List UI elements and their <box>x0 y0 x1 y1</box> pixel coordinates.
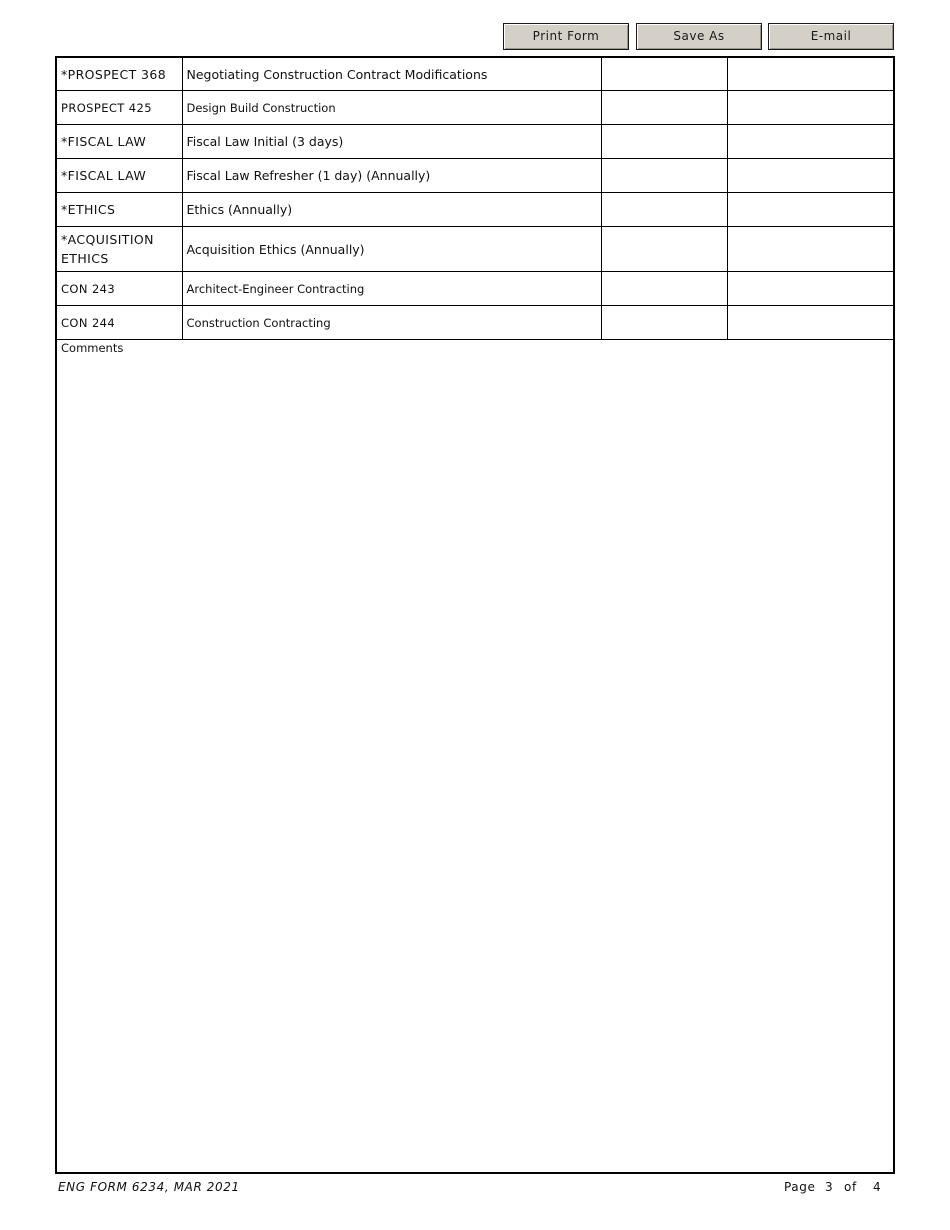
certificate-field[interactable] <box>727 272 893 306</box>
table-row <box>57 306 893 340</box>
table-row <box>57 91 893 125</box>
comments-input[interactable] <box>57 340 893 1172</box>
certificate-field[interactable] <box>727 91 893 125</box>
course-code: PROSPECT 425 <box>57 91 182 125</box>
course-code: CON 243 <box>57 272 182 306</box>
certificate-field[interactable] <box>727 125 893 159</box>
print-form-button[interactable]: Print Form <box>503 23 629 50</box>
course-code-line-2: ETHICS <box>61 251 109 266</box>
certificate-field[interactable] <box>727 58 893 91</box>
table-row <box>57 227 893 272</box>
course-code <box>57 227 182 272</box>
course-title: Ethics (Annually) <box>182 193 601 227</box>
email-button[interactable]: E-mail <box>768 23 894 50</box>
completion-date-field[interactable] <box>601 193 727 227</box>
course-title: Acquisition Ethics (Annually) <box>182 227 601 272</box>
comments-label: Comments <box>61 341 124 355</box>
completion-date-field[interactable] <box>601 125 727 159</box>
table-row <box>57 193 893 227</box>
course-code: *FISCAL LAW <box>57 159 182 193</box>
completion-date-field[interactable] <box>601 272 727 306</box>
form-identifier: ENG FORM 6234, MAR 2021 <box>58 1180 240 1194</box>
course-code: *ETHICS <box>57 193 182 227</box>
completion-date-field[interactable] <box>601 306 727 340</box>
course-title: Architect-Engineer Contracting <box>182 272 601 306</box>
table-row <box>57 125 893 159</box>
completion-date-field[interactable] <box>601 58 727 91</box>
course-code: *FISCAL LAW <box>57 125 182 159</box>
course-title: Negotiating Construction Contract Modifications <box>182 58 601 91</box>
table-row <box>57 272 893 306</box>
page-of-label: of <box>844 1180 857 1194</box>
certificate-field[interactable] <box>727 193 893 227</box>
completion-date-field[interactable] <box>601 91 727 125</box>
certificate-field[interactable] <box>727 306 893 340</box>
page-total: 4 <box>873 1180 882 1194</box>
page-current: 3 <box>825 1180 834 1194</box>
completion-date-field[interactable] <box>601 159 727 193</box>
course-code: *PROSPECT 368 <box>57 58 182 91</box>
course-title: Fiscal Law Initial (3 days) <box>182 125 601 159</box>
table-row <box>57 159 893 193</box>
certificate-field[interactable] <box>727 227 893 272</box>
course-table <box>57 58 893 340</box>
form-frame <box>55 56 895 1174</box>
table-row <box>57 58 893 91</box>
course-title: Construction Contracting <box>182 306 601 340</box>
course-title: Design Build Construction <box>182 91 601 125</box>
completion-date-field[interactable] <box>601 227 727 272</box>
course-code: CON 244 <box>57 306 182 340</box>
course-code-line-1: *ACQUISITION <box>61 232 154 247</box>
course-title: Fiscal Law Refresher (1 day) (Annually) <box>182 159 601 193</box>
save-as-button[interactable]: Save As <box>636 23 762 50</box>
certificate-field[interactable] <box>727 159 893 193</box>
page-label: Page <box>784 1180 816 1194</box>
